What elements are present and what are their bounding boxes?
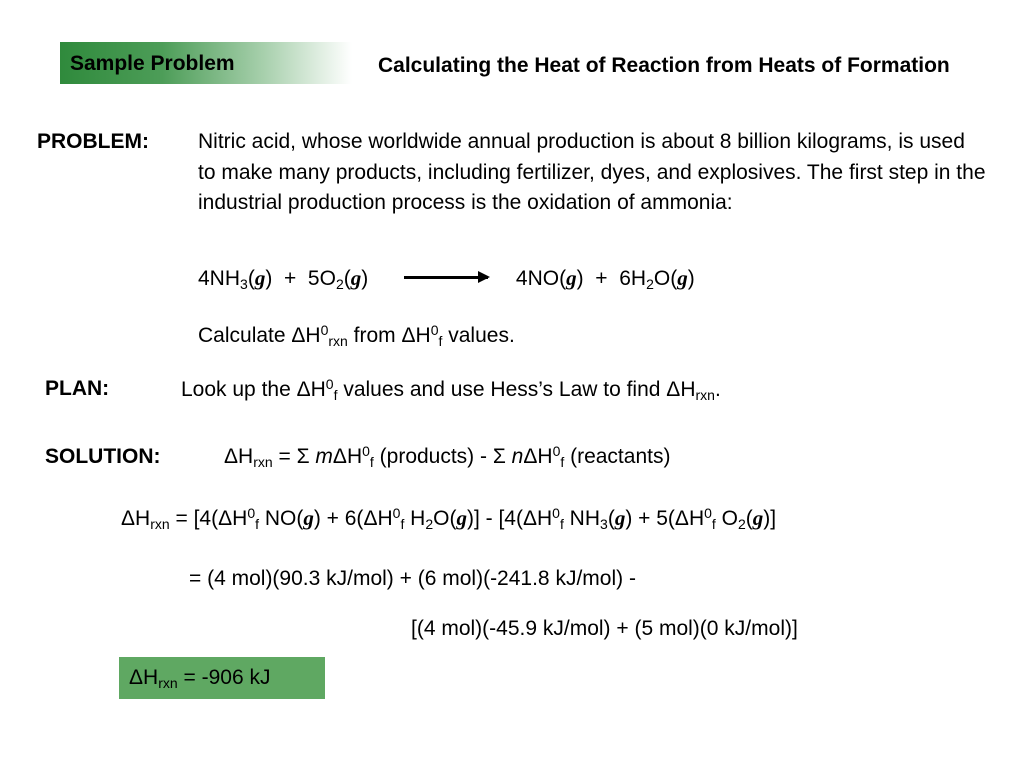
calculate-statement: Calculate $\Delta H^0_{rxn}$ from $\Delta H^0_f$ values. (198, 322, 515, 349)
expanded-equation: $\Delta H_{rxn} = [4(\Delta H^0_f$ $NO(g) + 6(\Delta H^0_f$ $H_2O(g)] - [4(\Delta H^0_f$ $NH_3(g) + 5(\Delta H^0_f$ $O_2(g)$] (121, 505, 777, 532)
slide-title: Calculating the Heat of Reaction from Heats of Formation (378, 54, 950, 77)
product-water: $6H_2O(g)$ (619, 266, 695, 292)
reactant-oxygen: $5O_2(g)$ (307, 266, 369, 292)
answer-value: $\Delta H_{rxn} = -906$ kJ (129, 666, 271, 691)
plan-text: Look up the $\Delta H^0_f$ values and use Hess’s Law to find $\Delta H_{rxn}$. (181, 376, 721, 403)
calculation-reactants: [(4 mol)(-45.9 kJ/mol) + (5 mol)(0 kJ/mol)] (411, 617, 798, 640)
reaction-equation: $4NH_3(g) + 5O_2(g) 4NO(g) + 6H_2O(g)$ (198, 266, 695, 292)
sample-problem-banner (60, 42, 352, 84)
answer-box (119, 657, 325, 699)
problem-text: Nitric acid, whose worldwide annual production is about 8 billion kilograms, is used to make many products, including fertilizer, dyes, and explosives. The first step in the industrial production process is the oxidation of ammonia: (198, 130, 986, 214)
product-nitric-oxide: 4NO(g) (515, 266, 584, 290)
solution-label: SOLUTION: (45, 445, 161, 468)
problem-label: PROBLEM: (37, 130, 149, 153)
calculation-products: = (4 mol)(90.3 kJ/mol) + (6 mol)(-241.8 kJ/mol) - (189, 567, 636, 590)
hess-law-equation: $\Delta H_{rxn} = \Sigma$ mΔH$^0_f$ (products) - Σ nΔH$^0_f$ (reactants) (224, 443, 671, 470)
plan-label: PLAN: (45, 377, 110, 400)
reactant-ammonia: $4NH_3(g)$ (198, 266, 273, 292)
banner-label: Sample Problem (70, 52, 235, 75)
reaction-arrow-icon (404, 276, 488, 279)
